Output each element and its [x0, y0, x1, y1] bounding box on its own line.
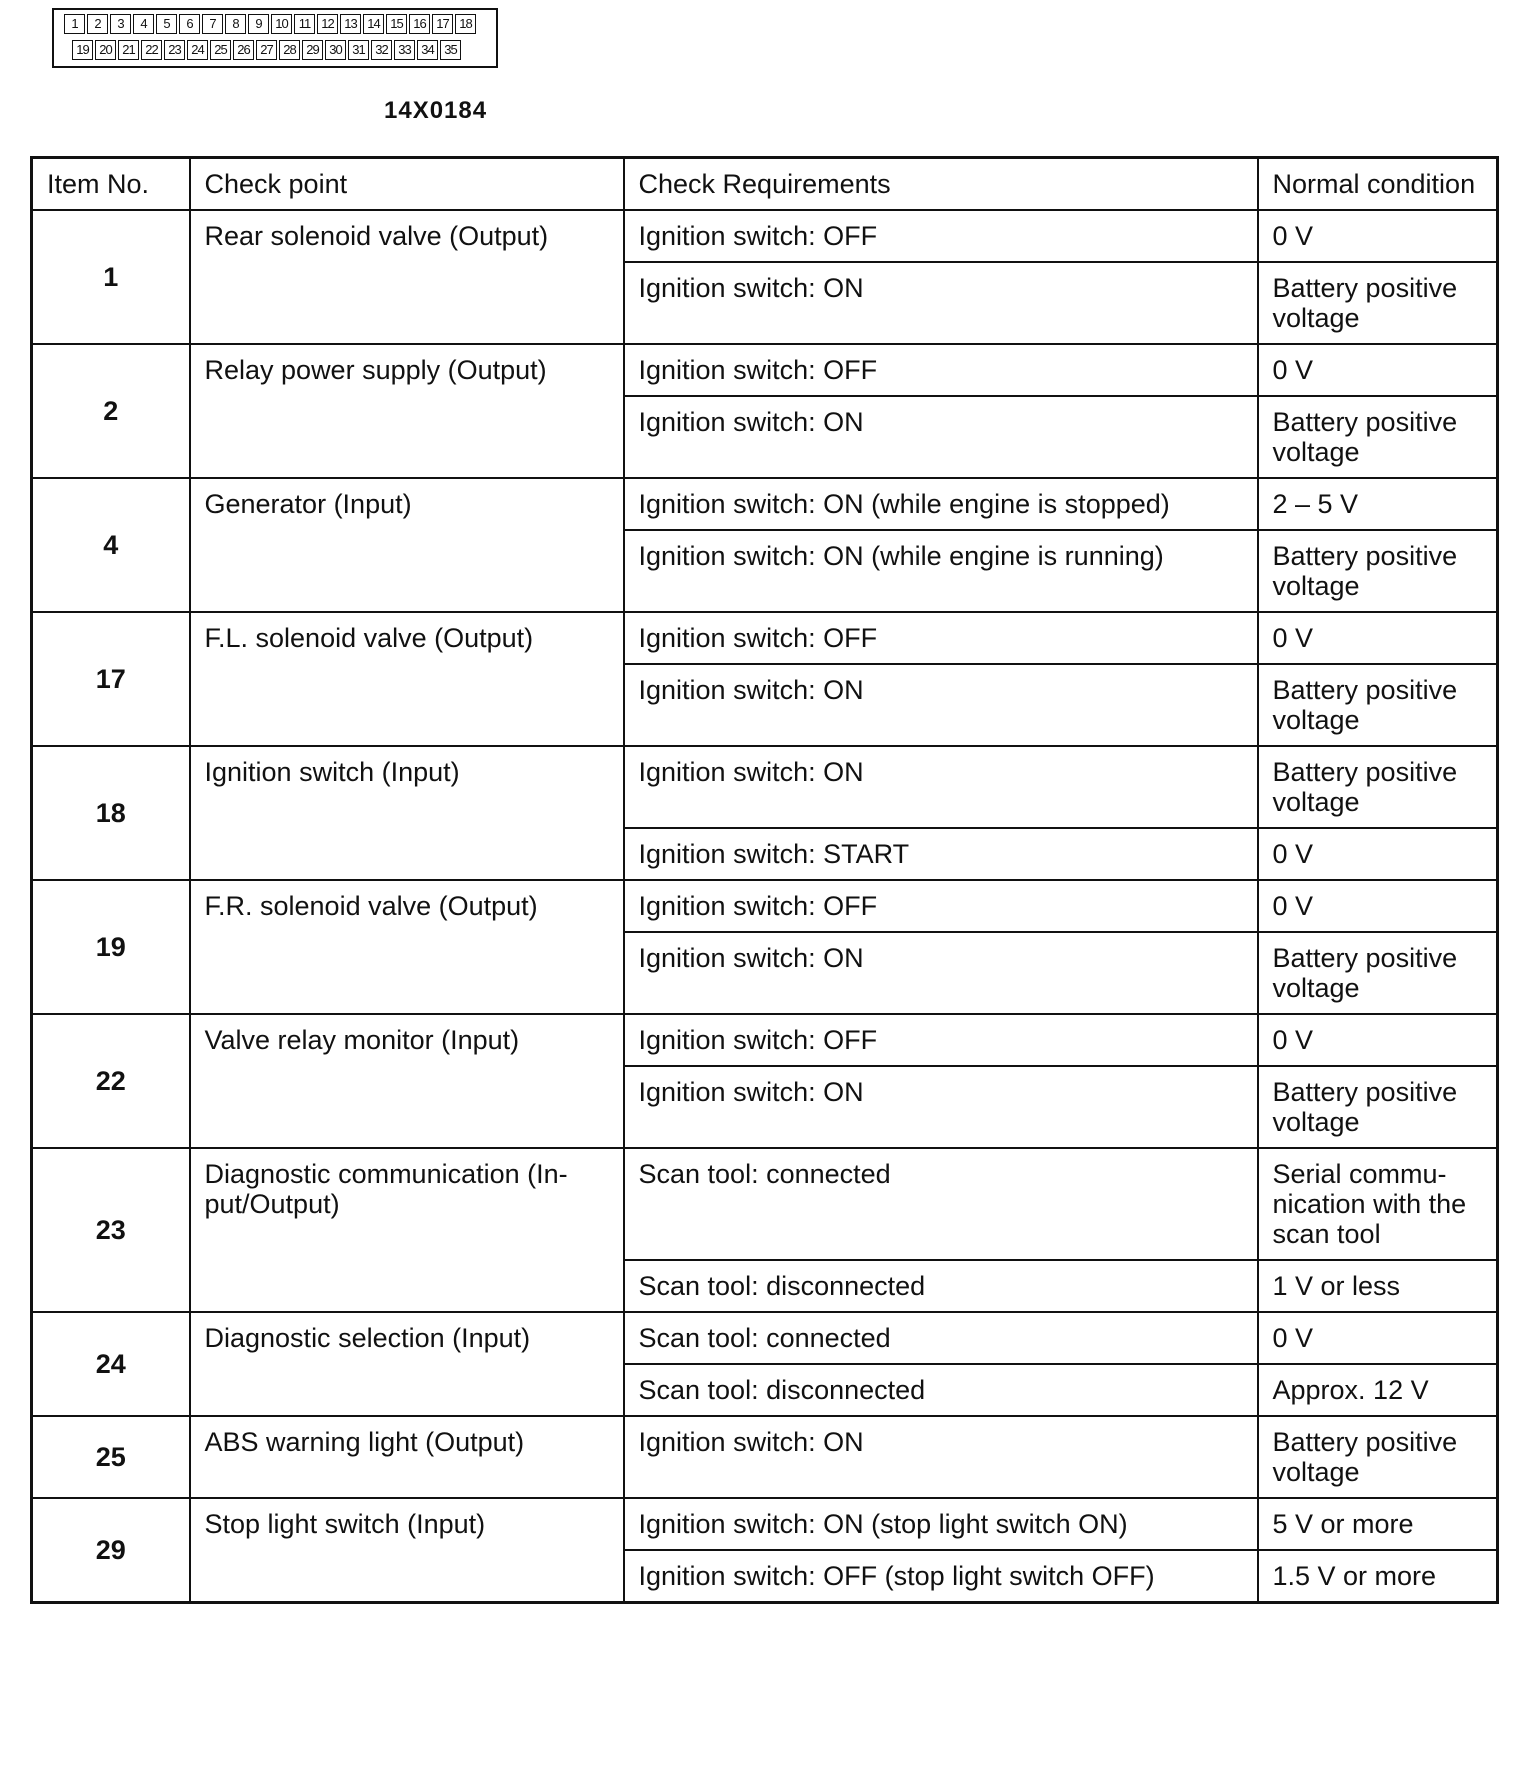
- connector-pin: 33: [394, 40, 415, 60]
- connector-pin: 19: [72, 40, 93, 60]
- check-requirement: Ignition switch: OFF (stop light switch OFF): [624, 1550, 1258, 1603]
- normal-condition: 0 V: [1258, 1014, 1498, 1066]
- connector-pin: 23: [164, 40, 185, 60]
- connector-pin: 15: [386, 14, 407, 34]
- check-point: Relay power supply (Output): [190, 344, 624, 478]
- connector-pin: 5: [156, 14, 177, 34]
- connector-pin: 25: [210, 40, 231, 60]
- check-point: Diagnostic communication (In-put/Output): [190, 1148, 624, 1312]
- normal-condition: 0 V: [1258, 344, 1498, 396]
- check-requirement: Ignition switch: ON (while engine is running): [624, 530, 1258, 612]
- header-check-point: Check point: [190, 158, 624, 211]
- table-row: [32, 1498, 1498, 1550]
- connector-pin: 35: [440, 40, 461, 60]
- table-row: [32, 344, 1498, 396]
- normal-condition: 0 V: [1258, 612, 1498, 664]
- normal-condition: Serial commu-nication with the scan tool: [1258, 1148, 1498, 1260]
- item-number: 18: [32, 746, 190, 880]
- connector-pin: 21: [118, 40, 139, 60]
- check-requirement: Scan tool: connected: [624, 1312, 1258, 1364]
- check-requirement: Ignition switch: ON: [624, 664, 1258, 746]
- connector-pin: 29: [302, 40, 323, 60]
- connector-pin-diagram: [52, 8, 498, 68]
- item-number: 24: [32, 1312, 190, 1416]
- connector-pin-row-2: [72, 40, 463, 60]
- connector-pin: 26: [233, 40, 254, 60]
- normal-condition: Battery positive voltage: [1258, 1416, 1498, 1498]
- item-number: 4: [32, 478, 190, 612]
- table-row: [32, 880, 1498, 932]
- table-row: [32, 1148, 1498, 1260]
- check-requirement: Ignition switch: START: [624, 828, 1258, 880]
- normal-condition: 1 V or less: [1258, 1260, 1498, 1312]
- connector-pin: 17: [432, 14, 453, 34]
- connector-pin: 20: [95, 40, 116, 60]
- connector-pin: 6: [179, 14, 200, 34]
- check-requirement: Ignition switch: ON: [624, 396, 1258, 478]
- check-requirement: Ignition switch: OFF: [624, 1014, 1258, 1066]
- normal-condition: 0 V: [1258, 828, 1498, 880]
- normal-condition: Battery positive voltage: [1258, 530, 1498, 612]
- normal-condition: 2 – 5 V: [1258, 478, 1498, 530]
- normal-condition: Battery positive voltage: [1258, 262, 1498, 344]
- table-row: [32, 478, 1498, 530]
- connector-pin: 3: [110, 14, 131, 34]
- connector-pin: 34: [417, 40, 438, 60]
- check-table: [30, 156, 1499, 1604]
- check-requirement: Scan tool: connected: [624, 1148, 1258, 1260]
- check-point: Stop light switch (Input): [190, 1498, 624, 1603]
- connector-pin: 24: [187, 40, 208, 60]
- item-number: 1: [32, 210, 190, 344]
- connector-pin: 8: [225, 14, 246, 34]
- connector-pin: 4: [133, 14, 154, 34]
- check-requirement: Scan tool: disconnected: [624, 1260, 1258, 1312]
- connector-pin: 1: [64, 14, 85, 34]
- connector-pin: 2: [87, 14, 108, 34]
- header-item-no: Item No.: [32, 158, 190, 211]
- check-point: Diagnostic selection (Input): [190, 1312, 624, 1416]
- normal-condition: 0 V: [1258, 210, 1498, 262]
- check-requirement: Ignition switch: ON: [624, 1066, 1258, 1148]
- check-requirement: Ignition switch: ON: [624, 1416, 1258, 1498]
- check-point: Rear solenoid valve (Output): [190, 210, 624, 344]
- item-number: 25: [32, 1416, 190, 1498]
- item-number: 19: [32, 880, 190, 1014]
- connector-pin-row-1: [64, 14, 478, 34]
- connector-pin: 16: [409, 14, 430, 34]
- connector-pin: 13: [340, 14, 361, 34]
- check-requirement: Ignition switch: ON: [624, 262, 1258, 344]
- connector-pin: 28: [279, 40, 300, 60]
- normal-condition: Battery positive voltage: [1258, 746, 1498, 828]
- item-number: 2: [32, 344, 190, 478]
- normal-condition: 1.5 V or more: [1258, 1550, 1498, 1603]
- connector-pin: 11: [294, 14, 315, 34]
- normal-condition: 0 V: [1258, 1312, 1498, 1364]
- item-number: 29: [32, 1498, 190, 1603]
- table-row: [32, 1014, 1498, 1066]
- connector-pin: 7: [202, 14, 223, 34]
- table-row: [32, 1312, 1498, 1364]
- table-row: [32, 1416, 1498, 1498]
- table-row: [32, 612, 1498, 664]
- normal-condition: Battery positive voltage: [1258, 932, 1498, 1014]
- check-requirement: Scan tool: disconnected: [624, 1364, 1258, 1416]
- header-normal-condition: Normal condition: [1258, 158, 1498, 211]
- normal-condition: Approx. 12 V: [1258, 1364, 1498, 1416]
- figure-code: 14X0184: [384, 97, 488, 124]
- check-point: Valve relay monitor (Input): [190, 1014, 624, 1148]
- item-number: 23: [32, 1148, 190, 1312]
- connector-pin: 30: [325, 40, 346, 60]
- connector-pin: 27: [256, 40, 277, 60]
- check-point: F.L. solenoid valve (Output): [190, 612, 624, 746]
- normal-condition: Battery positive voltage: [1258, 1066, 1498, 1148]
- check-point: F.R. solenoid valve (Output): [190, 880, 624, 1014]
- table-row: [32, 746, 1498, 828]
- connector-pin: 9: [248, 14, 269, 34]
- connector-pin: 31: [348, 40, 369, 60]
- header-check-requirements: Check Requirements: [624, 158, 1258, 211]
- normal-condition: 5 V or more: [1258, 1498, 1498, 1550]
- connector-pin: 32: [371, 40, 392, 60]
- check-point: Generator (Input): [190, 478, 624, 612]
- normal-condition: 0 V: [1258, 880, 1498, 932]
- table-header-row: [32, 158, 1498, 211]
- connector-pin: 18: [455, 14, 476, 34]
- connector-pin: 10: [271, 14, 292, 34]
- check-requirement: Ignition switch: OFF: [624, 210, 1258, 262]
- item-number: 17: [32, 612, 190, 746]
- item-number: 22: [32, 1014, 190, 1148]
- check-requirement: Ignition switch: ON: [624, 746, 1258, 828]
- connector-pin: 22: [141, 40, 162, 60]
- normal-condition: Battery positive voltage: [1258, 664, 1498, 746]
- check-requirement: Ignition switch: OFF: [624, 612, 1258, 664]
- normal-condition: Battery positive voltage: [1258, 396, 1498, 478]
- check-requirement: Ignition switch: ON (stop light switch ON): [624, 1498, 1258, 1550]
- connector-pin: 12: [317, 14, 338, 34]
- check-requirement: Ignition switch: ON (while engine is stopped): [624, 478, 1258, 530]
- check-point: ABS warning light (Output): [190, 1416, 624, 1498]
- table-row: [32, 210, 1498, 262]
- check-requirement: Ignition switch: OFF: [624, 344, 1258, 396]
- check-point: Ignition switch (Input): [190, 746, 624, 880]
- check-requirement: Ignition switch: OFF: [624, 880, 1258, 932]
- check-requirement: Ignition switch: ON: [624, 932, 1258, 1014]
- connector-pin: 14: [363, 14, 384, 34]
